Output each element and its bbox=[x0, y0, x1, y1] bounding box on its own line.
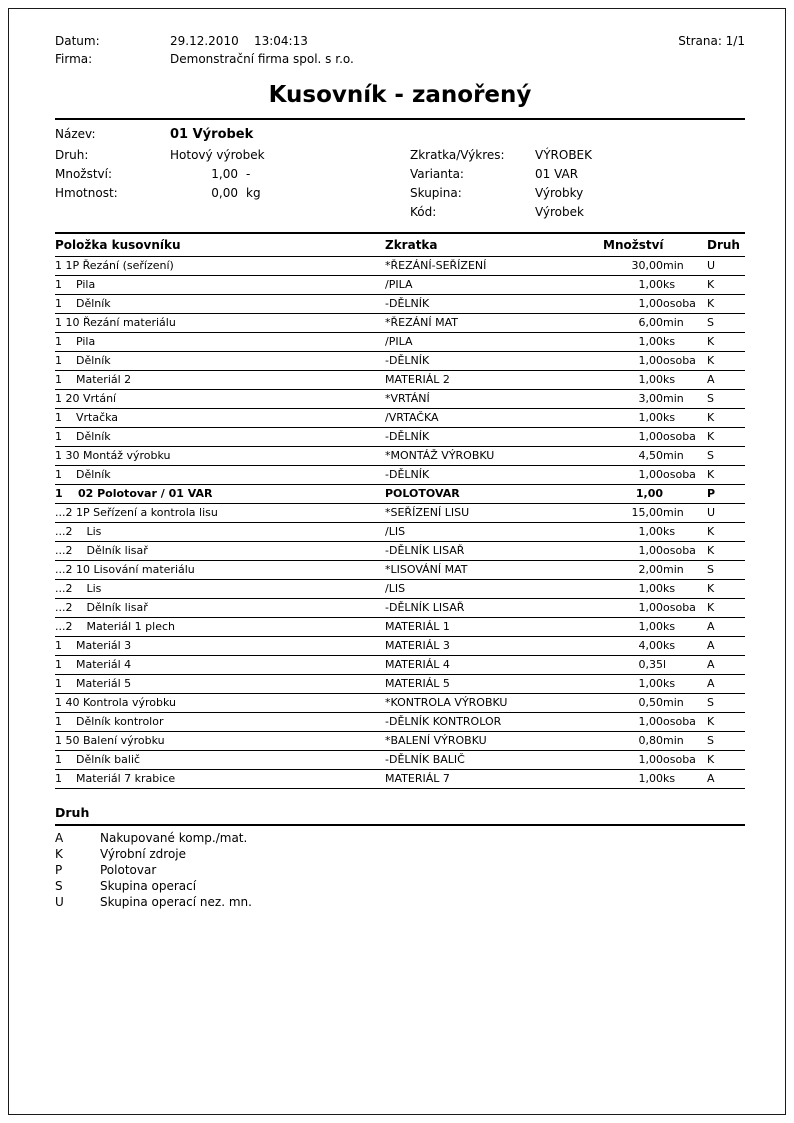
table-row bbox=[55, 352, 745, 371]
cell-abbr: /PILA bbox=[385, 276, 603, 295]
cell-item: ...2 Materiál 1 plech bbox=[55, 618, 385, 637]
info-row-druh bbox=[55, 148, 745, 167]
cell-unit: ks bbox=[663, 580, 707, 599]
cell-abbr: MATERIÁL 4 bbox=[385, 656, 603, 675]
cell-abbr: -DĚLNÍK bbox=[385, 466, 603, 485]
cell-druh: U bbox=[707, 257, 745, 276]
legend-items bbox=[55, 831, 745, 911]
legend-title: Druh bbox=[55, 805, 745, 826]
cell-abbr: -DĚLNÍK bbox=[385, 352, 603, 371]
cell-abbr: /PILA bbox=[385, 333, 603, 352]
cell-druh: K bbox=[707, 542, 745, 561]
cell-item: 1 Dělník balič bbox=[55, 751, 385, 770]
legend-item bbox=[55, 847, 745, 863]
skupina-value: Výrobky bbox=[535, 186, 584, 200]
table-row bbox=[55, 390, 745, 409]
cell-unit: min bbox=[663, 257, 707, 276]
legend-code: K bbox=[55, 847, 63, 861]
cell-unit: osoba bbox=[663, 713, 707, 732]
cell-qty: 1,00 bbox=[603, 618, 663, 637]
legend-code: U bbox=[55, 895, 64, 909]
cell-item: ...2 10 Lisování materiálu bbox=[55, 561, 385, 580]
cell-qty: 1,00 bbox=[603, 599, 663, 618]
table-row bbox=[55, 713, 745, 732]
table-row bbox=[55, 447, 745, 466]
hmotnost-label: Hmotnost: bbox=[55, 186, 118, 200]
cell-druh: P bbox=[707, 485, 745, 504]
table-row bbox=[55, 675, 745, 694]
cell-abbr: -DĚLNÍK bbox=[385, 295, 603, 314]
cell-abbr: *ŘEZÁNÍ-SEŘÍZENÍ bbox=[385, 257, 603, 276]
cell-abbr: *KONTROLA VÝROBKU bbox=[385, 694, 603, 713]
table-row bbox=[55, 276, 745, 295]
table-row bbox=[55, 656, 745, 675]
cell-abbr: MATERIÁL 1 bbox=[385, 618, 603, 637]
table-row bbox=[55, 295, 745, 314]
table-header-row bbox=[55, 233, 745, 257]
mnozstvi-unit: - bbox=[246, 167, 251, 181]
cell-qty: 1,00 bbox=[603, 466, 663, 485]
cell-unit bbox=[663, 485, 707, 504]
legend-code: S bbox=[55, 879, 63, 893]
cell-unit: osoba bbox=[663, 751, 707, 770]
info-row-nazev bbox=[55, 127, 745, 148]
cell-qty: 1,00 bbox=[603, 333, 663, 352]
table-row bbox=[55, 371, 745, 390]
cell-unit: osoba bbox=[663, 599, 707, 618]
cell-druh: U bbox=[707, 504, 745, 523]
cell-qty: 2,00 bbox=[603, 561, 663, 580]
cell-abbr: MATERIÁL 7 bbox=[385, 770, 603, 789]
table-row bbox=[55, 732, 745, 751]
bom-table bbox=[55, 232, 745, 789]
cell-druh: K bbox=[707, 409, 745, 428]
cell-druh: S bbox=[707, 314, 745, 333]
col-header-druh: Druh bbox=[707, 233, 745, 257]
cell-druh: S bbox=[707, 390, 745, 409]
cell-item: ...2 Dělník lisař bbox=[55, 599, 385, 618]
table-row bbox=[55, 485, 745, 504]
cell-item: 1 Materiál 5 bbox=[55, 675, 385, 694]
report-header-left bbox=[55, 32, 354, 68]
cell-qty: 1,00 bbox=[603, 580, 663, 599]
cell-druh: S bbox=[707, 732, 745, 751]
cell-druh: A bbox=[707, 770, 745, 789]
skupina-label: Skupina: bbox=[410, 186, 462, 200]
cell-unit: osoba bbox=[663, 466, 707, 485]
report-page bbox=[55, 32, 745, 911]
cell-item: 1 02 Polotovar / 01 VAR bbox=[55, 485, 385, 504]
cell-qty: 1,00 bbox=[603, 675, 663, 694]
cell-qty: 0,35 bbox=[603, 656, 663, 675]
druh-label: Druh: bbox=[55, 148, 89, 162]
cell-druh: K bbox=[707, 352, 745, 371]
cell-qty: 6,00 bbox=[603, 314, 663, 333]
cell-qty: 1,00 bbox=[603, 523, 663, 542]
cell-unit: min bbox=[663, 732, 707, 751]
col-header-abbr: Zkratka bbox=[385, 233, 603, 257]
table-row bbox=[55, 561, 745, 580]
cell-qty: 0,80 bbox=[603, 732, 663, 751]
cell-abbr: -DĚLNÍK LISAŘ bbox=[385, 542, 603, 561]
table-row bbox=[55, 257, 745, 276]
table-row bbox=[55, 694, 745, 713]
cell-unit: ks bbox=[663, 770, 707, 789]
varianta-value: 01 VAR bbox=[535, 167, 579, 181]
legend-code: A bbox=[55, 831, 64, 845]
cell-unit: ks bbox=[663, 618, 707, 637]
company-label: Firma: bbox=[55, 52, 93, 66]
col-header-item: Položka kusovníku bbox=[55, 233, 385, 257]
table-row bbox=[55, 504, 745, 523]
company-row bbox=[55, 50, 354, 68]
cell-druh: K bbox=[707, 466, 745, 485]
cell-abbr: POLOTOVAR bbox=[385, 485, 603, 504]
cell-qty: 4,00 bbox=[603, 637, 663, 656]
cell-unit: min bbox=[663, 314, 707, 333]
cell-druh: A bbox=[707, 656, 745, 675]
cell-qty: 1,00 bbox=[603, 295, 663, 314]
cell-abbr: /VRTAČKA bbox=[385, 409, 603, 428]
cell-druh: K bbox=[707, 333, 745, 352]
kod-label: Kód: bbox=[410, 205, 437, 219]
cell-druh: K bbox=[707, 428, 745, 447]
legend-code: P bbox=[55, 863, 63, 877]
cell-item: ...2 Dělník lisař bbox=[55, 542, 385, 561]
cell-abbr: -DĚLNÍK LISAŘ bbox=[385, 599, 603, 618]
info-row-kod bbox=[55, 205, 745, 224]
cell-abbr: -DĚLNÍK BALIČ bbox=[385, 751, 603, 770]
legend-item bbox=[55, 879, 745, 895]
legend-label: Nakupované komp./mat. bbox=[100, 831, 248, 845]
info-row-hmotnost bbox=[55, 186, 745, 205]
date-row bbox=[55, 32, 354, 50]
cell-qty: 4,50 bbox=[603, 447, 663, 466]
cell-abbr: MATERIÁL 2 bbox=[385, 371, 603, 390]
cell-abbr: *VRTÁNÍ bbox=[385, 390, 603, 409]
cell-abbr: *MONTÁŽ VÝROBKU bbox=[385, 447, 603, 466]
mnozstvi-value: 1,00 bbox=[211, 167, 238, 181]
cell-item: 1 1P Řezání (seřízení) bbox=[55, 257, 385, 276]
cell-item: 1 Pila bbox=[55, 333, 385, 352]
table-row bbox=[55, 618, 745, 637]
mnozstvi-value-group bbox=[170, 167, 410, 182]
hmotnost-unit: kg bbox=[246, 186, 261, 200]
date-value: 29.12.2010 13:04:13 bbox=[170, 34, 308, 48]
table-row bbox=[55, 751, 745, 770]
cell-druh: K bbox=[707, 295, 745, 314]
cell-qty: 1,00 bbox=[603, 352, 663, 371]
cell-abbr: *BALENÍ VÝROBKU bbox=[385, 732, 603, 751]
cell-unit: osoba bbox=[663, 428, 707, 447]
cell-unit: ks bbox=[663, 276, 707, 295]
cell-abbr: *SEŘÍZENÍ LISU bbox=[385, 504, 603, 523]
cell-qty: 1,00 bbox=[603, 409, 663, 428]
cell-unit: min bbox=[663, 390, 707, 409]
cell-qty: 30,00 bbox=[603, 257, 663, 276]
cell-unit: ks bbox=[663, 333, 707, 352]
cell-druh: S bbox=[707, 694, 745, 713]
cell-qty: 1,00 bbox=[603, 713, 663, 732]
cell-item: 1 Materiál 4 bbox=[55, 656, 385, 675]
table-row bbox=[55, 466, 745, 485]
cell-abbr: /LIS bbox=[385, 580, 603, 599]
cell-unit: min bbox=[663, 561, 707, 580]
cell-item: ...2 1P Seřízení a kontrola lisu bbox=[55, 504, 385, 523]
cell-item: ...2 Lis bbox=[55, 580, 385, 599]
cell-druh: K bbox=[707, 580, 745, 599]
table-row bbox=[55, 637, 745, 656]
report-header bbox=[55, 32, 745, 68]
zkratka-value: VÝROBEK bbox=[535, 148, 593, 162]
cell-qty: 1,00 bbox=[603, 485, 663, 504]
cell-qty: 1,00 bbox=[603, 371, 663, 390]
legend-item bbox=[55, 895, 745, 911]
product-info bbox=[55, 118, 745, 224]
cell-druh: K bbox=[707, 523, 745, 542]
cell-item: 1 Vrtačka bbox=[55, 409, 385, 428]
cell-item: 1 Pila bbox=[55, 276, 385, 295]
cell-druh: K bbox=[707, 276, 745, 295]
table-row bbox=[55, 542, 745, 561]
col-header-qty: Množství bbox=[603, 233, 663, 257]
cell-item: 1 Dělník bbox=[55, 352, 385, 371]
cell-druh: A bbox=[707, 675, 745, 694]
cell-druh: S bbox=[707, 561, 745, 580]
legend-label: Výrobní zdroje bbox=[100, 847, 187, 861]
table-row bbox=[55, 770, 745, 789]
report-title: Kusovník - zanořený bbox=[268, 82, 532, 108]
hmotnost-value: 0,00 bbox=[211, 186, 238, 200]
col-header-unit-spacer bbox=[663, 233, 707, 257]
table-row bbox=[55, 428, 745, 447]
cell-unit: l bbox=[663, 656, 707, 675]
legend-label: Skupina operací bbox=[100, 879, 197, 893]
cell-item: ...2 Lis bbox=[55, 523, 385, 542]
cell-unit: ks bbox=[663, 675, 707, 694]
cell-item: 1 10 Řezání materiálu bbox=[55, 314, 385, 333]
zkratka-label: Zkratka/Výkres: bbox=[410, 148, 505, 162]
cell-qty: 0,50 bbox=[603, 694, 663, 713]
cell-item: 1 Materiál 3 bbox=[55, 637, 385, 656]
date-label: Datum: bbox=[55, 34, 100, 48]
cell-unit: osoba bbox=[663, 352, 707, 371]
cell-abbr: MATERIÁL 5 bbox=[385, 675, 603, 694]
cell-abbr: /LIS bbox=[385, 523, 603, 542]
legend-item bbox=[55, 831, 745, 847]
cell-unit: min bbox=[663, 694, 707, 713]
page-number: Strana: 1/1 bbox=[678, 34, 745, 48]
cell-unit: osoba bbox=[663, 295, 707, 314]
legend-label: Skupina operací nez. mn. bbox=[100, 895, 252, 909]
table-row bbox=[55, 523, 745, 542]
cell-qty: 1,00 bbox=[603, 276, 663, 295]
cell-druh: K bbox=[707, 713, 745, 732]
cell-druh: A bbox=[707, 618, 745, 637]
cell-item: 1 Dělník bbox=[55, 428, 385, 447]
cell-qty: 1,00 bbox=[603, 770, 663, 789]
cell-unit: ks bbox=[663, 637, 707, 656]
cell-item: 1 Materiál 7 krabice bbox=[55, 770, 385, 789]
cell-item: 1 50 Balení výrobku bbox=[55, 732, 385, 751]
table-row bbox=[55, 599, 745, 618]
cell-unit: osoba bbox=[663, 542, 707, 561]
cell-item: 1 Dělník kontrolor bbox=[55, 713, 385, 732]
cell-unit: min bbox=[663, 504, 707, 523]
info-row-mnozstvi bbox=[55, 167, 745, 186]
table-row bbox=[55, 580, 745, 599]
mnozstvi-label: Množství: bbox=[55, 167, 113, 181]
nazev-label: Název: bbox=[55, 127, 96, 141]
cell-item: 1 Dělník bbox=[55, 466, 385, 485]
cell-qty: 1,00 bbox=[603, 751, 663, 770]
bom-rows bbox=[55, 257, 745, 789]
cell-qty: 15,00 bbox=[603, 504, 663, 523]
kod-value: Výrobek bbox=[535, 205, 584, 219]
cell-druh: K bbox=[707, 599, 745, 618]
cell-druh: A bbox=[707, 371, 745, 390]
table-row bbox=[55, 333, 745, 352]
legend bbox=[55, 805, 745, 911]
cell-unit: ks bbox=[663, 523, 707, 542]
cell-druh: K bbox=[707, 751, 745, 770]
nazev-value: 01 Výrobek bbox=[170, 127, 254, 142]
legend-item bbox=[55, 863, 745, 879]
varianta-label: Varianta: bbox=[410, 167, 464, 181]
cell-abbr: MATERIÁL 3 bbox=[385, 637, 603, 656]
cell-abbr: -DĚLNÍK KONTROLOR bbox=[385, 713, 603, 732]
cell-item: 1 20 Vrtání bbox=[55, 390, 385, 409]
cell-druh: A bbox=[707, 637, 745, 656]
cell-item: 1 Dělník bbox=[55, 295, 385, 314]
cell-unit: ks bbox=[663, 409, 707, 428]
legend-label: Polotovar bbox=[100, 863, 157, 877]
cell-item: 1 40 Kontrola výrobku bbox=[55, 694, 385, 713]
table-row bbox=[55, 314, 745, 333]
cell-qty: 1,00 bbox=[603, 428, 663, 447]
cell-abbr: *LISOVÁNÍ MAT bbox=[385, 561, 603, 580]
cell-druh: S bbox=[707, 447, 745, 466]
druh-value: Hotový výrobek bbox=[170, 148, 265, 162]
cell-unit: min bbox=[663, 447, 707, 466]
cell-abbr: *ŘEZÁNÍ MAT bbox=[385, 314, 603, 333]
cell-qty: 3,00 bbox=[603, 390, 663, 409]
cell-item: 1 Materiál 2 bbox=[55, 371, 385, 390]
company-value: Demonstrační firma spol. s r.o. bbox=[170, 52, 354, 66]
cell-qty: 1,00 bbox=[603, 542, 663, 561]
hmotnost-value-group bbox=[170, 186, 410, 201]
cell-item: 1 30 Montáž výrobku bbox=[55, 447, 385, 466]
table-row bbox=[55, 409, 745, 428]
cell-unit: ks bbox=[663, 371, 707, 390]
cell-abbr: -DĚLNÍK bbox=[385, 428, 603, 447]
